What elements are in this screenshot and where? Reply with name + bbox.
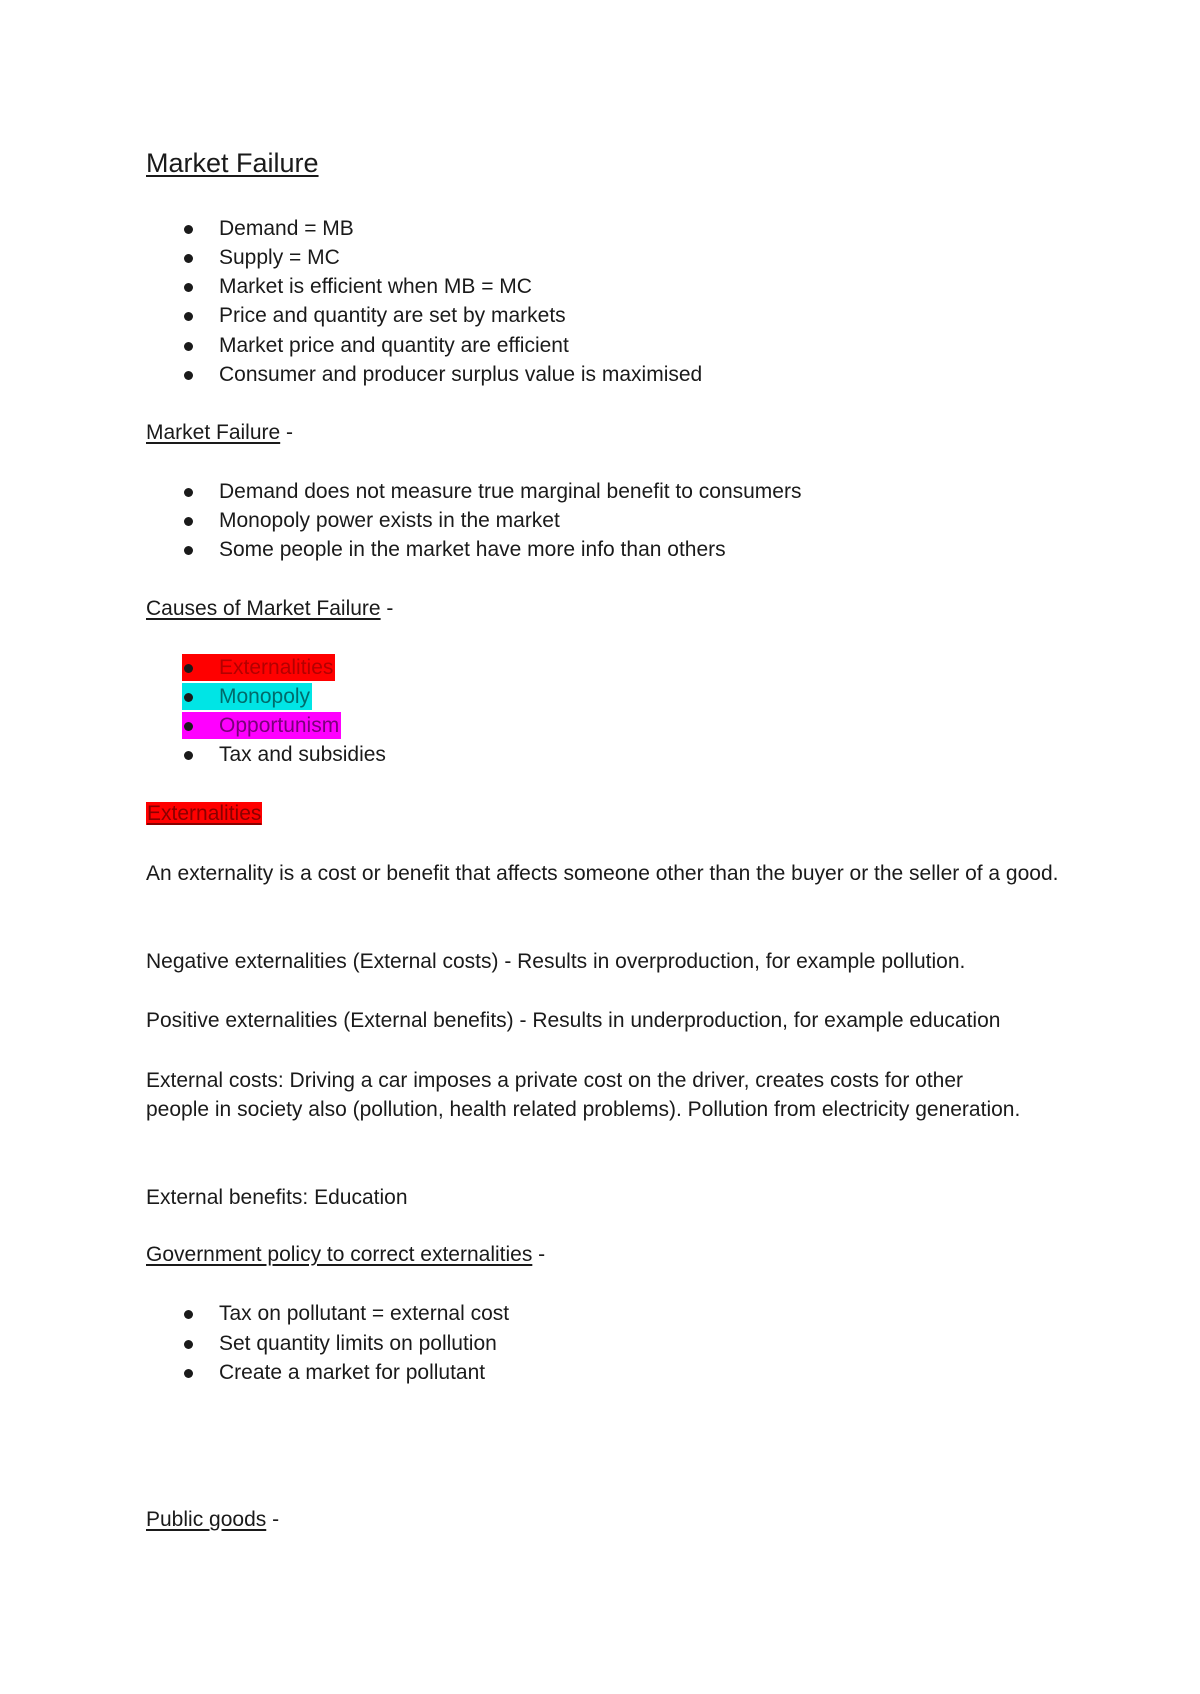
bullet-icon	[184, 488, 193, 497]
bullet-icon	[184, 1310, 193, 1319]
bullet-icon	[184, 371, 193, 380]
bullet-icon	[184, 254, 193, 263]
market-failure-heading: Market Failure -	[146, 421, 294, 444]
bullet-icon	[184, 225, 193, 234]
external-costs-text: External costs: Driving a car imposes a private cost on the driver, creates costs for other people in society also (pollution, health related problems). Pollution from electricity generation.	[146, 1069, 1021, 1121]
positive-externalities-text: Positive externalities (External benefits) - Results in underproduction, for example education	[146, 1009, 1001, 1032]
bullet-icon	[184, 283, 193, 292]
bullet-icon	[184, 1340, 193, 1349]
bullet-icon	[184, 722, 193, 731]
causes-heading: Causes of Market Failure -	[146, 597, 394, 620]
bullet-icon	[184, 1369, 193, 1378]
externality-definition: An externality is a cost or benefit that affects someone other than the buyer or the seller of a good.	[146, 862, 1059, 885]
bullet-icon	[184, 546, 193, 555]
bullet-icon	[184, 517, 193, 526]
bullet-icon	[184, 312, 193, 321]
negative-externalities-text: Negative externalities (External costs) - Results in overproduction, for example pollution.	[146, 950, 966, 973]
bullet-icon	[184, 664, 193, 673]
externalities-heading: Externalities	[147, 802, 262, 825]
bullet-icon	[184, 342, 193, 351]
external-benefits-text: External benefits: Education	[146, 1186, 408, 1209]
page-title: Market Failure	[146, 148, 319, 178]
bullet-icon	[184, 751, 193, 760]
government-policy-heading: Government policy to correct externalities -	[146, 1243, 546, 1266]
public-goods-heading: Public goods -	[146, 1508, 280, 1531]
bullet-icon	[184, 693, 193, 702]
